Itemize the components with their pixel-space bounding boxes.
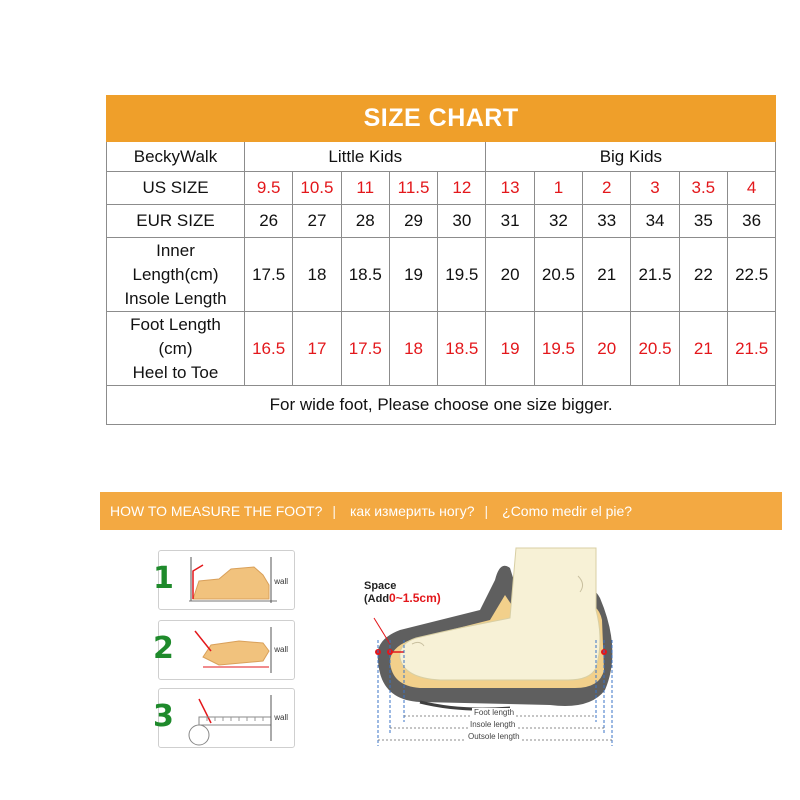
measure-banner [100, 492, 782, 530]
eur-size-cell: 30 [438, 205, 486, 238]
group-big-kids: Big Kids [486, 142, 776, 172]
foot-length-cell: 20.5 [631, 312, 679, 386]
eur-size-cell: 34 [631, 205, 679, 238]
eur-size-cell: 33 [583, 205, 631, 238]
banner-separator: | [332, 503, 336, 519]
foot-length-row [107, 312, 776, 386]
us-size-cell: 1 [534, 172, 582, 205]
step-number: 2 [153, 631, 174, 666]
space-label [364, 580, 441, 605]
foot-length-cell: 21.5 [727, 312, 775, 386]
eur-size-cell: 32 [534, 205, 582, 238]
us-size-cell: 2 [583, 172, 631, 205]
inner-length-cell: 18.5 [341, 238, 389, 312]
foot-label-line: Foot Length [130, 314, 221, 334]
us-size-row [107, 172, 776, 205]
us-size-cell: 4 [727, 172, 775, 205]
us-size-cell: 3 [631, 172, 679, 205]
size-chart-table [106, 95, 776, 425]
foot-length-cell: 20 [583, 312, 631, 386]
foot-length-cell: 19 [486, 312, 534, 386]
foot-length-cell: 16.5 [245, 312, 293, 386]
foot-length-cell: 17.5 [341, 312, 389, 386]
measure-step-3 [153, 688, 295, 748]
wall-label: wall [274, 713, 288, 722]
inner-length-cell: 19 [389, 238, 437, 312]
inner-length-cell: 22.5 [727, 238, 775, 312]
us-size-cell: 11 [341, 172, 389, 205]
inner-length-cell: 18 [293, 238, 341, 312]
eur-size-cell: 29 [389, 205, 437, 238]
inner-length-cell: 21.5 [631, 238, 679, 312]
shoe-diagram [360, 540, 640, 760]
space-title: Space [364, 580, 397, 592]
measure-title-en: HOW TO MEASURE THE FOOT? [110, 503, 323, 519]
measure-step-2 [153, 620, 295, 680]
wall-label: wall [274, 577, 288, 586]
foot-label-line: Heel to Toe [132, 362, 219, 382]
foot-length-label: Foot length [474, 708, 515, 717]
outsole-length-label: Outsole length [468, 732, 520, 741]
chart-title: SIZE CHART [107, 96, 776, 142]
eur-size-cell: 27 [293, 205, 341, 238]
inner-length-cell: 20.5 [534, 238, 582, 312]
measure-title-es: ¿Como medir el pie? [502, 503, 633, 519]
foot-label-line: (cm) [158, 338, 193, 358]
us-size-cell: 12 [438, 172, 486, 205]
step-number: 3 [153, 699, 174, 734]
eur-size-cell: 26 [245, 205, 293, 238]
banner-separator: | [484, 503, 489, 519]
inner-label-line: Insole Length [124, 288, 227, 308]
foot-length-cell: 17 [293, 312, 341, 386]
inner-label-line: Inner [156, 240, 195, 260]
inner-length-cell: 22 [679, 238, 727, 312]
foot-length-label [107, 312, 245, 386]
us-size-cell: 11.5 [389, 172, 437, 205]
step-number: 1 [153, 561, 174, 596]
eur-size-row [107, 205, 776, 238]
eur-size-cell: 35 [679, 205, 727, 238]
foot-length-cell: 21 [679, 312, 727, 386]
eur-size-cell: 28 [341, 205, 389, 238]
eur-size-cell: 31 [486, 205, 534, 238]
wall-label: wall [274, 645, 288, 654]
group-little-kids: Little Kids [245, 142, 486, 172]
us-size-cell: 10.5 [293, 172, 341, 205]
eur-size-label: EUR SIZE [107, 205, 245, 238]
eur-size-cell: 36 [727, 205, 775, 238]
us-size-label: US SIZE [107, 172, 245, 205]
space-add [364, 592, 441, 605]
inner-length-cell: 20 [486, 238, 534, 312]
wide-foot-note: For wide foot, Please choose one size bigger. [107, 386, 776, 425]
inner-length-label [107, 238, 245, 312]
insole-length-label: Insole length [470, 720, 516, 729]
inner-label-line: Length(cm) [132, 264, 219, 284]
inner-length-cell: 21 [583, 238, 631, 312]
inner-length-cell: 17.5 [245, 238, 293, 312]
foot-length-cell: 18.5 [438, 312, 486, 386]
foot-length-cell: 19.5 [534, 312, 582, 386]
space-prefix: (Add [364, 593, 390, 605]
us-size-cell: 13 [486, 172, 534, 205]
inner-length-cell: 19.5 [438, 238, 486, 312]
measure-title-ru: как измерить ногу? [350, 503, 475, 519]
measure-step-1 [153, 550, 295, 610]
foot-length-cell: 18 [389, 312, 437, 386]
space-value: 0~1.5cm) [389, 591, 441, 605]
brand-name: BeckyWalk [107, 142, 245, 172]
us-size-cell: 3.5 [679, 172, 727, 205]
inner-length-row [107, 238, 776, 312]
us-size-cell: 9.5 [245, 172, 293, 205]
